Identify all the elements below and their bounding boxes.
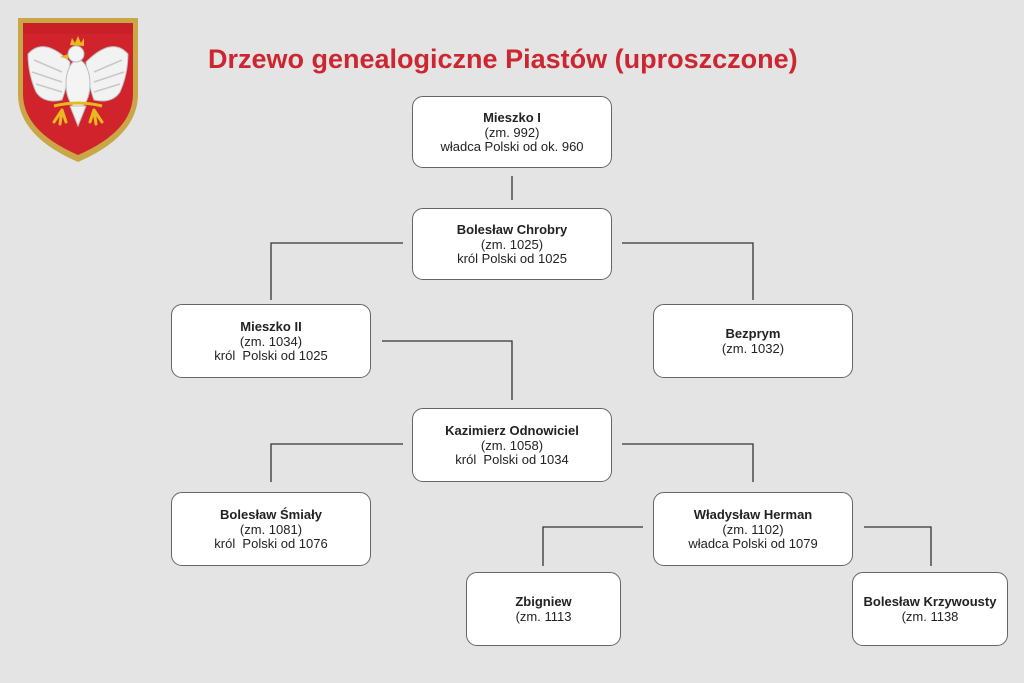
edge-kazimierz-odnowiciel-boleslaw-smialy [271, 444, 403, 482]
node-name: Bolesław Krzywousty [863, 593, 997, 609]
tree-node-bezprym [653, 304, 853, 378]
node-died: (zm. 1102) [722, 521, 784, 537]
tree-node-boleslaw-smialy [171, 492, 371, 566]
tree-node-zbigniew [466, 572, 621, 646]
node-name: Kazimierz Odnowiciel [445, 422, 579, 438]
node-died: (zm. 1034) [239, 333, 303, 349]
node-name: Bezprym [725, 325, 781, 341]
tree-node-mieszko-ii [171, 304, 371, 378]
node-role: król Polski od 1076 [214, 535, 328, 551]
node-died: (zm. 1032) [721, 340, 785, 356]
node-died: (zm. 1025) [480, 236, 544, 252]
node-name: Bolesław Chrobry [456, 221, 568, 237]
node-name: Zbigniew [515, 593, 572, 609]
node-died: (zm. 1138 [901, 608, 959, 624]
tree-node-boleslaw-chrobry [412, 208, 612, 280]
edge-kazimierz-odnowiciel-wladyslaw-herman [622, 444, 753, 482]
node-name: Władysław Herman [693, 506, 813, 522]
node-died: (zm. 992) [484, 124, 540, 140]
node-died: (zm. 1058) [480, 437, 544, 453]
tree-node-wladyslaw-herman [653, 492, 853, 566]
edge-boleslaw-chrobry-bezprym [622, 243, 753, 300]
node-role: król Polski od 1025 [457, 250, 567, 266]
node-name: Mieszko II [240, 318, 302, 334]
edge-wladyslaw-herman-zbigniew [543, 527, 643, 566]
node-role: władca Polski od 1079 [688, 535, 818, 551]
tree-node-mieszko-i [412, 96, 612, 168]
edge-boleslaw-chrobry-mieszko-ii [271, 243, 403, 300]
node-name: Bolesław Śmiały [220, 506, 322, 522]
node-role: władca Polski od ok. 960 [440, 138, 584, 154]
node-died: (zm. 1081) [239, 521, 303, 537]
tree-node-kazimierz-odnowiciel [412, 408, 612, 482]
edge-wladyslaw-herman-boleslaw-krzywousty [864, 527, 931, 566]
page-title: Drzewo genealogiczne Piastów (uproszczone) [208, 44, 798, 74]
node-role: król Polski od 1025 [214, 347, 328, 363]
node-role: król Polski od 1034 [455, 451, 569, 467]
tree-node-boleslaw-krzywousty [852, 572, 1008, 646]
node-name: Mieszko I [483, 109, 541, 125]
edge-mieszko-ii-kazimierz-odnowiciel [382, 341, 512, 400]
node-died: (zm. 1113 [515, 608, 572, 624]
